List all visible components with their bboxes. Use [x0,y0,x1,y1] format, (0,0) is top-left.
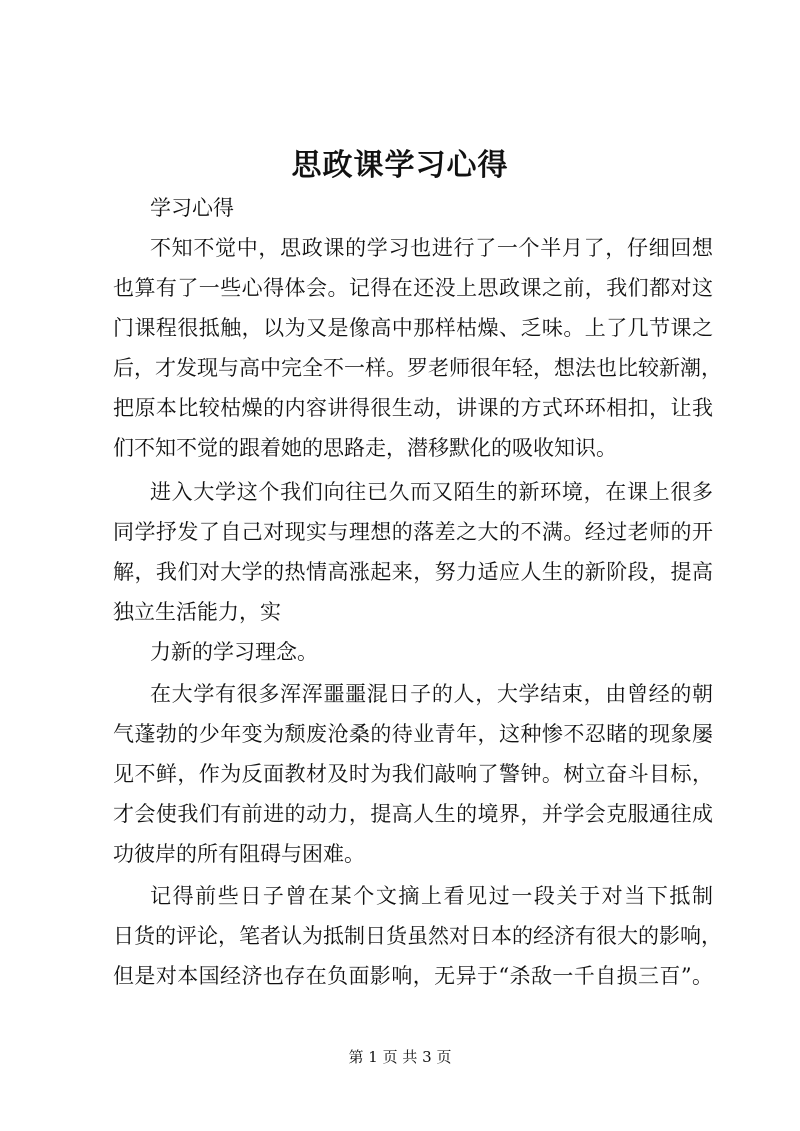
text-line: 日货的评论，笔者认为抵制日货虽然对日本的经济有很大的影响， [113,924,722,948]
text-line: 记得前些日子曾在某个文摘上看见过一段关于对当下抵制 [150,884,713,908]
text-line: 在大学有很多浑浑噩噩混日子的人，大学结束，由曾经的朝 [150,682,713,706]
text-line: 也算有了一些心得体会。记得在还没上思政课之前，我们都对这 [113,276,713,300]
text-line: 功彼岸的所有阻碍与困难。 [113,842,365,866]
text-line: 才会使我们有前进的动力，提高人生的境界，并学会克服通往成 [113,802,713,826]
text-line: 见不鲜，作为反面教材及时为我们敲响了警钟。树立奋斗目标， [113,762,713,786]
document-title: 思政课学习心得 [291,148,509,183]
text-line: 力新的学习理念。 [150,640,318,664]
text-line: 同学抒发了自己对现实与理想的落差之大的不满。经过老师的开 [113,520,713,544]
text-line: 学习心得 [150,196,234,220]
text-line: 们不知不觉的跟着她的思路走，潜移默化的吸收知识。 [113,436,617,460]
text-line: 后，才发现与高中完全不一样。罗老师很年轻，想法也比较新潮， [113,356,722,380]
text-line: 把原本比较枯燥的内容讲得很生动，讲课的方式环环相扣，让我 [113,396,713,420]
text-line: 不知不觉中，思政课的学习也进行了一个半月了，仔细回想 [150,236,713,260]
text-line: 气蓬勃的少年变为颓废沧桑的待业青年，这种惨不忍睹的现象屡 [113,722,713,746]
text-line: 独立生活能力，实 [113,600,281,624]
text-line: 进入大学这个我们向往已久而又陌生的新环境，在课上很多 [150,480,713,504]
text-line: 但是对本国经济也存在负面影响，无异于“杀敌一千自损三百”。 [113,964,713,988]
text-line: 门课程很抵触，以为又是像高中那样枯燥、乏味。上了几节课之 [113,316,713,340]
text-line: 解，我们对大学的热情高涨起来，努力适应人生的新阶段，提高 [113,560,713,584]
page-footer: 第 1 页 共 3 页 [348,1048,452,1066]
